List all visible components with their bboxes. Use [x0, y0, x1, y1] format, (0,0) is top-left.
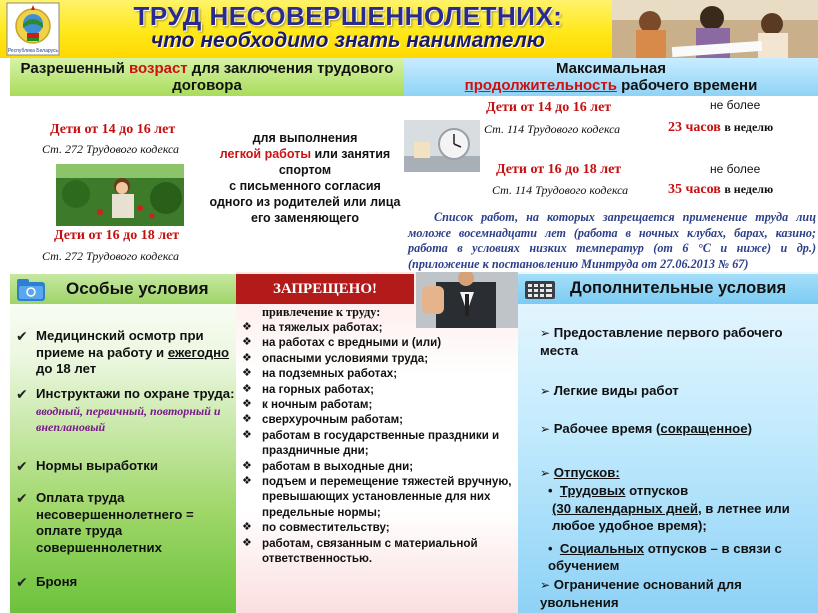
- age-heading-part2: для заключения трудового договора: [172, 60, 394, 94]
- forbidden-intro: привлечение к труду:: [262, 305, 381, 319]
- forbidden-item-text: работам в выходные дни;: [262, 459, 414, 473]
- age-group1-range: 14 до 16 лет: [98, 122, 176, 137]
- additional-item-labor-leave: [548, 482, 814, 499]
- diamond-bullet-icon: ❖: [242, 459, 252, 472]
- alarm-clock-photo: [404, 120, 480, 172]
- duration-group2-hours-line: [668, 182, 773, 198]
- duration-group2-per: в неделю: [724, 182, 774, 196]
- additional-conditions-header: [518, 274, 818, 304]
- social-leave-underline: Социальных: [559, 541, 645, 556]
- special-item-medical-text: Медицинский осмотр при приеме на работу и: [36, 328, 204, 360]
- special-item-medical: [14, 328, 236, 378]
- diamond-bullet-icon: ❖: [242, 336, 252, 349]
- arrow-right-icon: ➢: [540, 326, 551, 340]
- list-item: [240, 335, 520, 350]
- checkmark-icon: ✔: [16, 386, 28, 402]
- additional-item-work-time-tail: ): [747, 421, 752, 436]
- special-item-medical-underline: ежегодно: [167, 344, 230, 360]
- arrow-right-icon: ➢: [540, 578, 551, 592]
- forbidden-item-text: работам в государственные праздники и праздничные дни;: [262, 428, 500, 458]
- forbidden-title: ЗАПРЕЩЕНО!: [236, 274, 414, 304]
- students-photo: [612, 0, 818, 58]
- age-condition-part3: с письменного согласия одного из родителей или лица его заменяющего: [209, 179, 401, 225]
- additional-conditions-title: Дополнительные условия: [570, 279, 787, 297]
- forbidden-item-text: опасными условиями труда;: [262, 351, 429, 365]
- additional-conditions-panel: [518, 272, 818, 613]
- diamond-bullet-icon: ❖: [242, 398, 252, 411]
- list-item: [240, 366, 520, 381]
- additional-item-dismissal-text: Ограничение оснований для увольнения: [540, 577, 742, 610]
- additional-item-work-time-text: Рабочее время (: [553, 421, 661, 436]
- duration-group-14-16: Дети от 14 до 16 лет: [486, 100, 612, 115]
- list-item: [240, 351, 520, 366]
- list-item: [240, 474, 520, 520]
- age-group1-prefix: Дети: [50, 122, 85, 137]
- list-item: [240, 428, 520, 459]
- calculator-icon: [524, 280, 556, 300]
- additional-item-work-time: [540, 420, 816, 438]
- forbidden-item-text: на подземных работах;: [262, 367, 398, 381]
- duration-group2-limit: не более: [710, 162, 761, 176]
- age-condition-highlight: легкой работы: [219, 147, 312, 161]
- page-title: ТРУД НЕСОВЕРШЕННОЛЕТНИХ:: [133, 1, 563, 31]
- duration-group1-hours: 23 часов: [668, 120, 721, 135]
- forbidden-item-text: к ночным работам;: [262, 398, 373, 412]
- duration-group2-article: Ст. 114 Трудового кодекса: [492, 183, 629, 197]
- age-condition-part1: для выполнения: [252, 131, 358, 145]
- checkmark-icon: ✔: [16, 458, 28, 474]
- duration-group1-per: в неделю: [724, 120, 774, 134]
- duration-group1-hours-line: [668, 120, 773, 136]
- diamond-bullet-icon: ❖: [242, 351, 252, 364]
- age-section: [10, 96, 404, 270]
- age-heading-highlight: возраст: [129, 60, 188, 77]
- labor-leave-detail-underline: (30 календарных дней: [552, 501, 698, 516]
- special-conditions-panel: [10, 272, 236, 613]
- diamond-bullet-icon: ❖: [242, 321, 252, 333]
- forbidden-item-text: на горных работах;: [262, 382, 375, 396]
- belarus-emblem-icon: [6, 2, 60, 56]
- age-group-16-18: Дети от 16 до 18 лет: [54, 228, 180, 243]
- special-item-pay: [14, 490, 236, 556]
- special-item-medical-tail: до 18 лет: [36, 361, 97, 376]
- duration-heading-highlight: продолжительность: [464, 77, 617, 94]
- age-group-14-16: [50, 122, 175, 138]
- forbidden-item-text: подъем и перемещение тяжестей вручную, превышающих установленные для них предельные нормы;: [262, 475, 512, 519]
- diamond-bullet-icon: ❖: [242, 428, 252, 441]
- diamond-bullet-icon: ❖: [242, 536, 252, 549]
- checkmark-icon: ✔: [16, 490, 28, 506]
- special-item-briefings: [14, 386, 236, 436]
- labor-leave-detail-text: , в летнее или любое удобное время);: [552, 501, 790, 533]
- age-group1-article: Ст. 272 Трудового кодекса: [42, 142, 180, 156]
- labor-leave-text: отпусков: [625, 483, 689, 498]
- age-section-heading: [10, 58, 404, 96]
- diamond-bullet-icon: ❖: [242, 475, 252, 488]
- additional-item-first-job-text: Предоставление первого рабочего места: [540, 325, 783, 358]
- special-item-briefings-sub: вводный, первичный, повторный и внеплановый: [36, 403, 221, 434]
- duration-group1-article: Ст. 114 Трудового кодекса: [484, 122, 621, 136]
- garden-photo: [56, 164, 184, 226]
- duration-heading-part2: рабочего времени: [616, 77, 758, 94]
- additional-item-leave-text: Отпусков:: [553, 465, 620, 480]
- special-item-reserve-text: Броня: [36, 574, 78, 589]
- special-item-norms-text: Нормы выработки: [36, 458, 158, 473]
- special-item-reserve: [14, 574, 236, 591]
- forbidden-item-text: на тяжелых работах;: [262, 321, 383, 334]
- special-item-norms: [14, 458, 236, 475]
- special-conditions-title: Особые условия: [66, 279, 209, 298]
- additional-item-social-leave: [548, 540, 816, 574]
- forbidden-item-text: на работах с вредными и (или): [262, 336, 442, 350]
- diamond-bullet-icon: ❖: [242, 413, 252, 426]
- age-group2-article: Ст. 272 Трудового кодекса: [42, 249, 180, 263]
- diamond-bullet-icon: ❖: [242, 382, 252, 395]
- special-item-pay-text: Оплата труда несовершеннолетнего = оплате труда совершеннолетних: [36, 490, 194, 555]
- list-item: [240, 459, 520, 474]
- duration-section: [404, 96, 818, 270]
- additional-item-light-work-text: Легкие виды работ: [553, 383, 679, 398]
- arrow-right-icon: ➢: [540, 422, 551, 436]
- forbidden-panel: [236, 272, 518, 613]
- age-conditions-text: [206, 130, 404, 226]
- additional-item-work-time-underline: сокращенное: [660, 421, 748, 436]
- svg-text:Республика Беларусь: Республика Беларусь: [7, 48, 59, 54]
- additional-item-first-job: [540, 324, 816, 359]
- age-condition-part2: или занятия спортом: [278, 147, 391, 177]
- checkmark-icon: ✔: [16, 328, 28, 344]
- special-item-briefings-text: Инструктажи по охране труда:: [36, 386, 235, 401]
- labor-leave-underline: Трудовых: [559, 483, 626, 498]
- additional-item-light-work: [540, 382, 816, 400]
- duration-group2-hours: 35 часов: [668, 182, 721, 197]
- page-subtitle: что необходимо знать нанимателю: [151, 29, 545, 52]
- forbidden-item-text: по совместительству;: [262, 521, 390, 535]
- age-group1-from: от: [84, 122, 99, 137]
- forbidden-work-list-note: Список работ, на которых запрещается применение труда лиц моложе восемнадцати лет (работа в ночных клубах, барах, казино; работа в условиях низких температур (от 6 °С и ниже) и др.) (приложение к постановлению Минтруда от 27.06.2013 № 67): [408, 210, 816, 271]
- list-item: [240, 397, 520, 412]
- duration-heading-part1: Максимальная: [555, 60, 667, 77]
- diamond-bullet-icon: ❖: [242, 521, 252, 534]
- arrow-right-icon: ➢: [540, 384, 551, 398]
- diamond-bullet-icon: ❖: [242, 367, 252, 380]
- list-item: [240, 520, 520, 535]
- additional-item-labor-leave-detail: [552, 500, 814, 534]
- header-banner: [0, 0, 818, 58]
- checkmark-icon: ✔: [16, 574, 28, 590]
- bullet-icon: •: [548, 483, 553, 498]
- forbidden-item-text: сверхурочным работам;: [262, 413, 404, 427]
- list-item: [240, 536, 520, 567]
- duration-group-16-18: Дети от 16 до 18 лет: [496, 162, 622, 177]
- list-item: [240, 320, 520, 335]
- social-leave-text: отпусков – в связи с обучением: [548, 541, 782, 573]
- list-item: [240, 382, 520, 397]
- bullet-icon: •: [548, 541, 553, 556]
- forbidden-item-text: работам, связанным с материальной ответственностью.: [262, 536, 478, 566]
- duration-group1-limit: не более: [710, 98, 761, 112]
- forbidden-list: [240, 320, 520, 567]
- additional-item-dismissal: [540, 576, 816, 611]
- folder-icon: [16, 278, 46, 302]
- arrow-right-icon: ➢: [540, 466, 551, 480]
- additional-item-leave: [540, 464, 816, 482]
- age-heading-part1: Разрешенный: [20, 60, 129, 77]
- duration-section-heading: [404, 58, 818, 96]
- special-conditions-header: [10, 274, 236, 304]
- list-item: [240, 412, 520, 427]
